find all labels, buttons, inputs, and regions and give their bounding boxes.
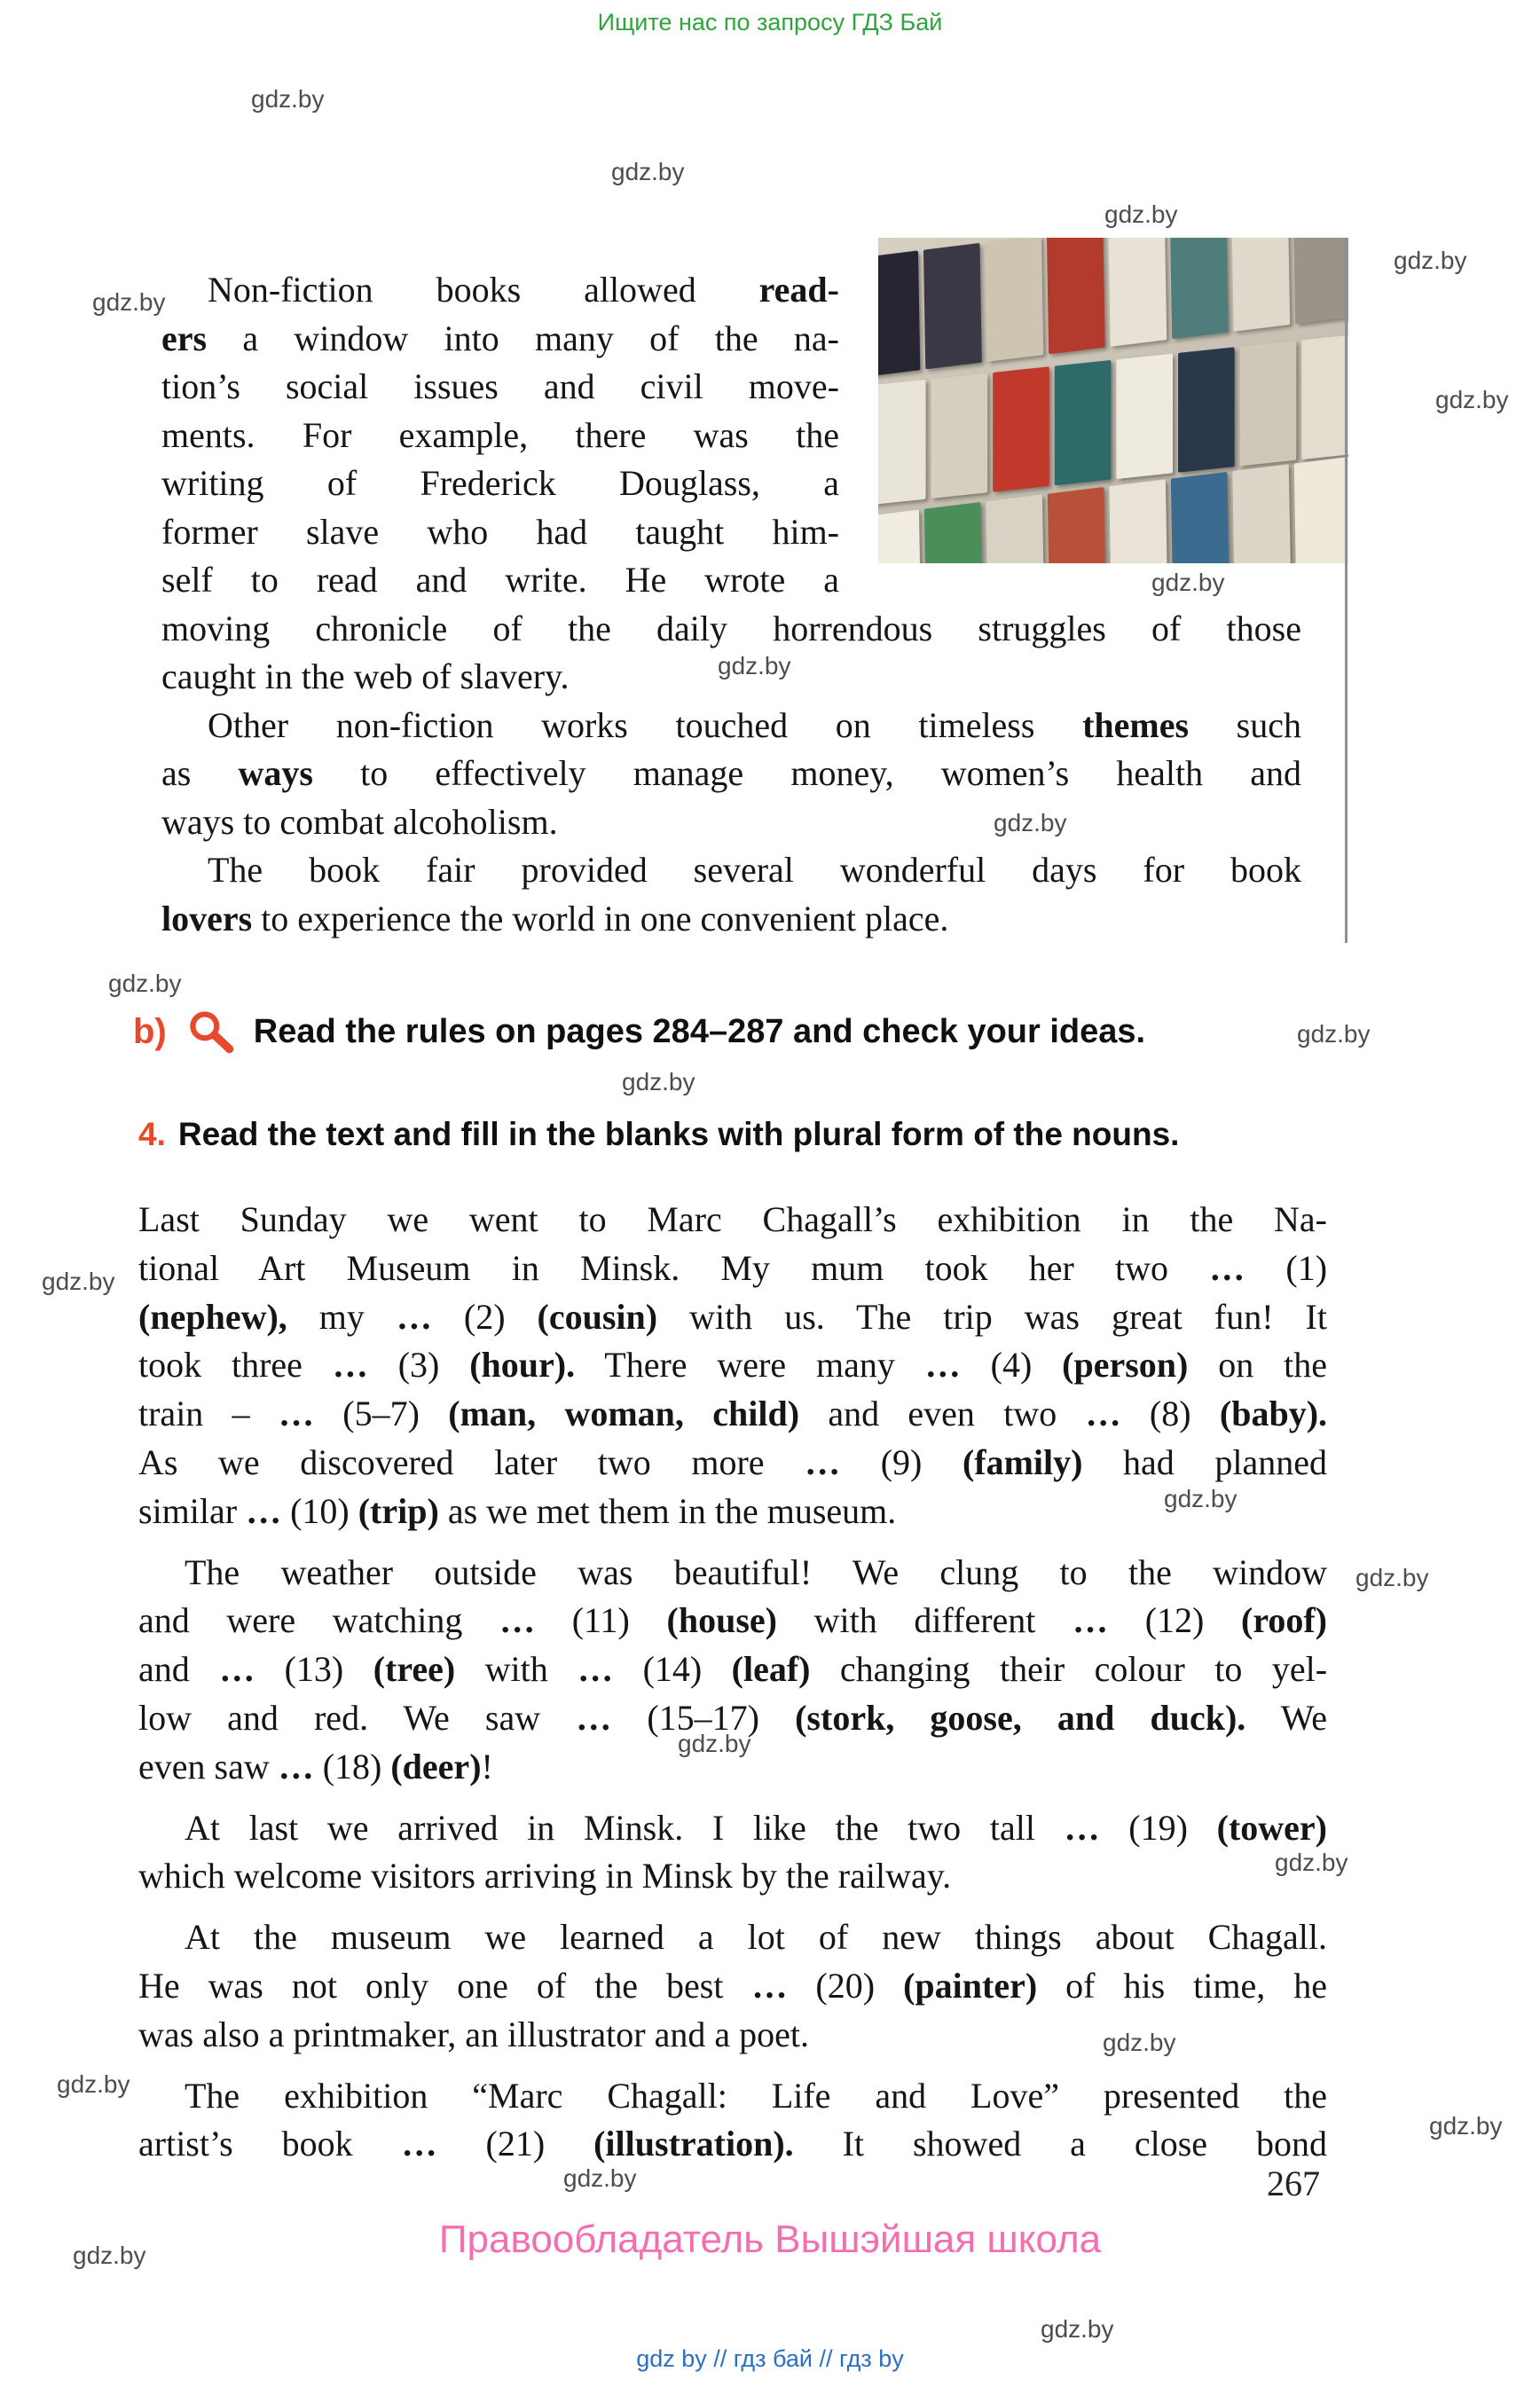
gdz-watermark: gdz.by <box>1103 2029 1176 2056</box>
gdz-watermark: gdz.by <box>1435 386 1509 413</box>
text-line: as ways to effectively manage money, women’s health and <box>161 753 1301 793</box>
gdz-watermark: gdz.by <box>1275 1849 1348 1876</box>
gdz-watermark: gdz.by <box>108 970 182 997</box>
gdz-watermark: gdz.by <box>718 652 791 679</box>
text-line: writing of Frederick Douglass, a <box>161 463 839 503</box>
gdz-watermark: gdz.by <box>1151 569 1225 596</box>
book-spine <box>1293 238 1348 324</box>
text-line: moving chronicle of the daily horrendous struggles of those <box>161 608 1301 648</box>
text-line: Last Sunday we went to Marc Chagall’s exhibition in the Na- <box>138 1199 1327 1239</box>
text-line: He was not only one of the best … (20) (painter) of his time, he <box>138 1965 1327 2006</box>
text-line: At last we arrived in Minsk. I like the two tall … (19) (tower) <box>185 1807 1327 1848</box>
text-line: and … (13) (tree) with … (14) (leaf) changing their colour to yel- <box>138 1649 1328 1690</box>
gdz-watermark: gdz.by <box>678 1730 751 1757</box>
gdz-watermark: gdz.by <box>611 158 685 185</box>
text-line: tional Art Museum in Minsk. My mum took her two … (1) <box>138 1247 1328 1288</box>
book-spine <box>1294 457 1348 563</box>
text-line: Non-fiction books allowed read- <box>208 270 839 310</box>
passage-side-rule <box>1345 238 1348 943</box>
gdz-watermark: gdz.by <box>92 288 166 316</box>
text-line: train – … (5–7) (man, woman, child) and even two … (8) (baby). <box>138 1394 1328 1434</box>
text-line: ways to combat alcoholism. <box>161 801 558 842</box>
paragraph <box>138 1196 1327 1536</box>
text-line: The book fair provided several wonderful days for book <box>208 850 1301 890</box>
gdz-watermark: gdz.by <box>1394 247 1467 274</box>
task-4-instruction: Read the text and fill in the blanks with plural form of the nouns. <box>177 1116 1180 1152</box>
text-line: Other non-fiction works touched on timeless themes such <box>208 704 1301 745</box>
gdz-watermark: gdz.by <box>994 809 1067 836</box>
task-b-row <box>133 1008 1145 1056</box>
paragraph <box>138 1913 1327 2059</box>
text-line: was also a printmaker, an illustrator and a poet. <box>138 2014 809 2054</box>
text-line: self to read and write. He wrote a <box>161 560 839 600</box>
text-line: The weather outside was beautiful! We clung to the window <box>185 1551 1327 1592</box>
text-line: low and red. We saw … (15–17) (stork, goose, and duck). We <box>138 1697 1327 1738</box>
text-line: As we discovered later two more … (9) (family) had planned <box>138 1441 1327 1482</box>
reading-passage <box>161 266 1301 943</box>
page-number: 267 <box>1267 2163 1320 2203</box>
text-line: former slave who had taught him- <box>161 511 839 552</box>
text-line: and were watching … (11) (house) with different … (12) (roof) <box>138 1600 1327 1641</box>
gdz-watermark: gdz.by <box>1041 2315 1114 2343</box>
gdz-watermark: gdz.by <box>73 2242 146 2269</box>
text-line: ers a window into many of the na- <box>161 318 839 358</box>
task-b-instruction: Read the rules on pages 284–287 and check your ideas. <box>253 1012 1146 1050</box>
text-line: which welcome visitors arriving in Minsk by the railway. <box>138 1856 952 1896</box>
gdz-watermark: gdz.by <box>1164 1485 1238 1512</box>
task-4-heading <box>138 1116 1345 1153</box>
gdz-watermark: gdz.by <box>1355 1564 1429 1591</box>
gdz-watermark: gdz.by <box>622 1068 695 1095</box>
gdz-watermark: gdz.by <box>57 2070 130 2098</box>
gdz-watermark: gdz.by <box>1104 200 1178 228</box>
text-line: The exhibition “Marc Chagall: Life and Love” presented the <box>185 2075 1327 2116</box>
text-line: ments. For example, there was the <box>161 414 839 455</box>
gdz-watermark: gdz.by <box>42 1268 115 1295</box>
text-line: (nephew), my … (2) (cousin) with us. The trip was great fun! It <box>138 1296 1327 1337</box>
gdz-watermark: gdz.by <box>1297 1020 1371 1048</box>
magnifier-icon <box>181 1008 240 1056</box>
text-line: even saw … (18) (deer)! <box>138 1746 493 1787</box>
paragraph <box>161 266 1301 702</box>
paragraph <box>138 1549 1327 1792</box>
paragraph <box>161 702 1301 847</box>
gdz-watermark: gdz.by <box>251 85 325 113</box>
task-b-label: b) <box>133 1011 167 1051</box>
bottom-links[interactable]: gdz by // гдз бай // гдз by <box>636 2345 904 2372</box>
task-4-number: 4. <box>138 1116 166 1152</box>
publisher-footer: Правообладатель Вышэйшая школа <box>438 2218 1102 2261</box>
text-line: took three … (3) (hour). There were many … (4) (person) on the <box>138 1345 1327 1386</box>
paragraph <box>138 2072 1327 2170</box>
paragraph <box>138 1804 1327 1902</box>
text-line: At the museum we learned a lot of new things about Chagall. <box>185 1917 1327 1958</box>
text-line: similar … (10) (trip) as we met them in the museum. <box>138 1490 897 1531</box>
book-spine <box>1301 334 1348 459</box>
top-banner-text: Ищите нас по запросу ГДЗ Бай <box>597 9 943 35</box>
paragraph <box>161 846 1301 943</box>
exercise-4-text <box>138 1196 1327 2169</box>
text-line: tion’s social issues and civil move- <box>161 366 839 406</box>
text-line: artist’s book … (21) (illustration). It showed a close bond <box>138 2124 1327 2164</box>
gdz-watermark: gdz.by <box>1429 2112 1503 2140</box>
text-line: caught in the web of slavery. <box>161 656 570 696</box>
gdz-watermark: gdz.by <box>563 2164 637 2192</box>
text-line: lovers to experience the world in one convenient place. <box>161 898 949 938</box>
